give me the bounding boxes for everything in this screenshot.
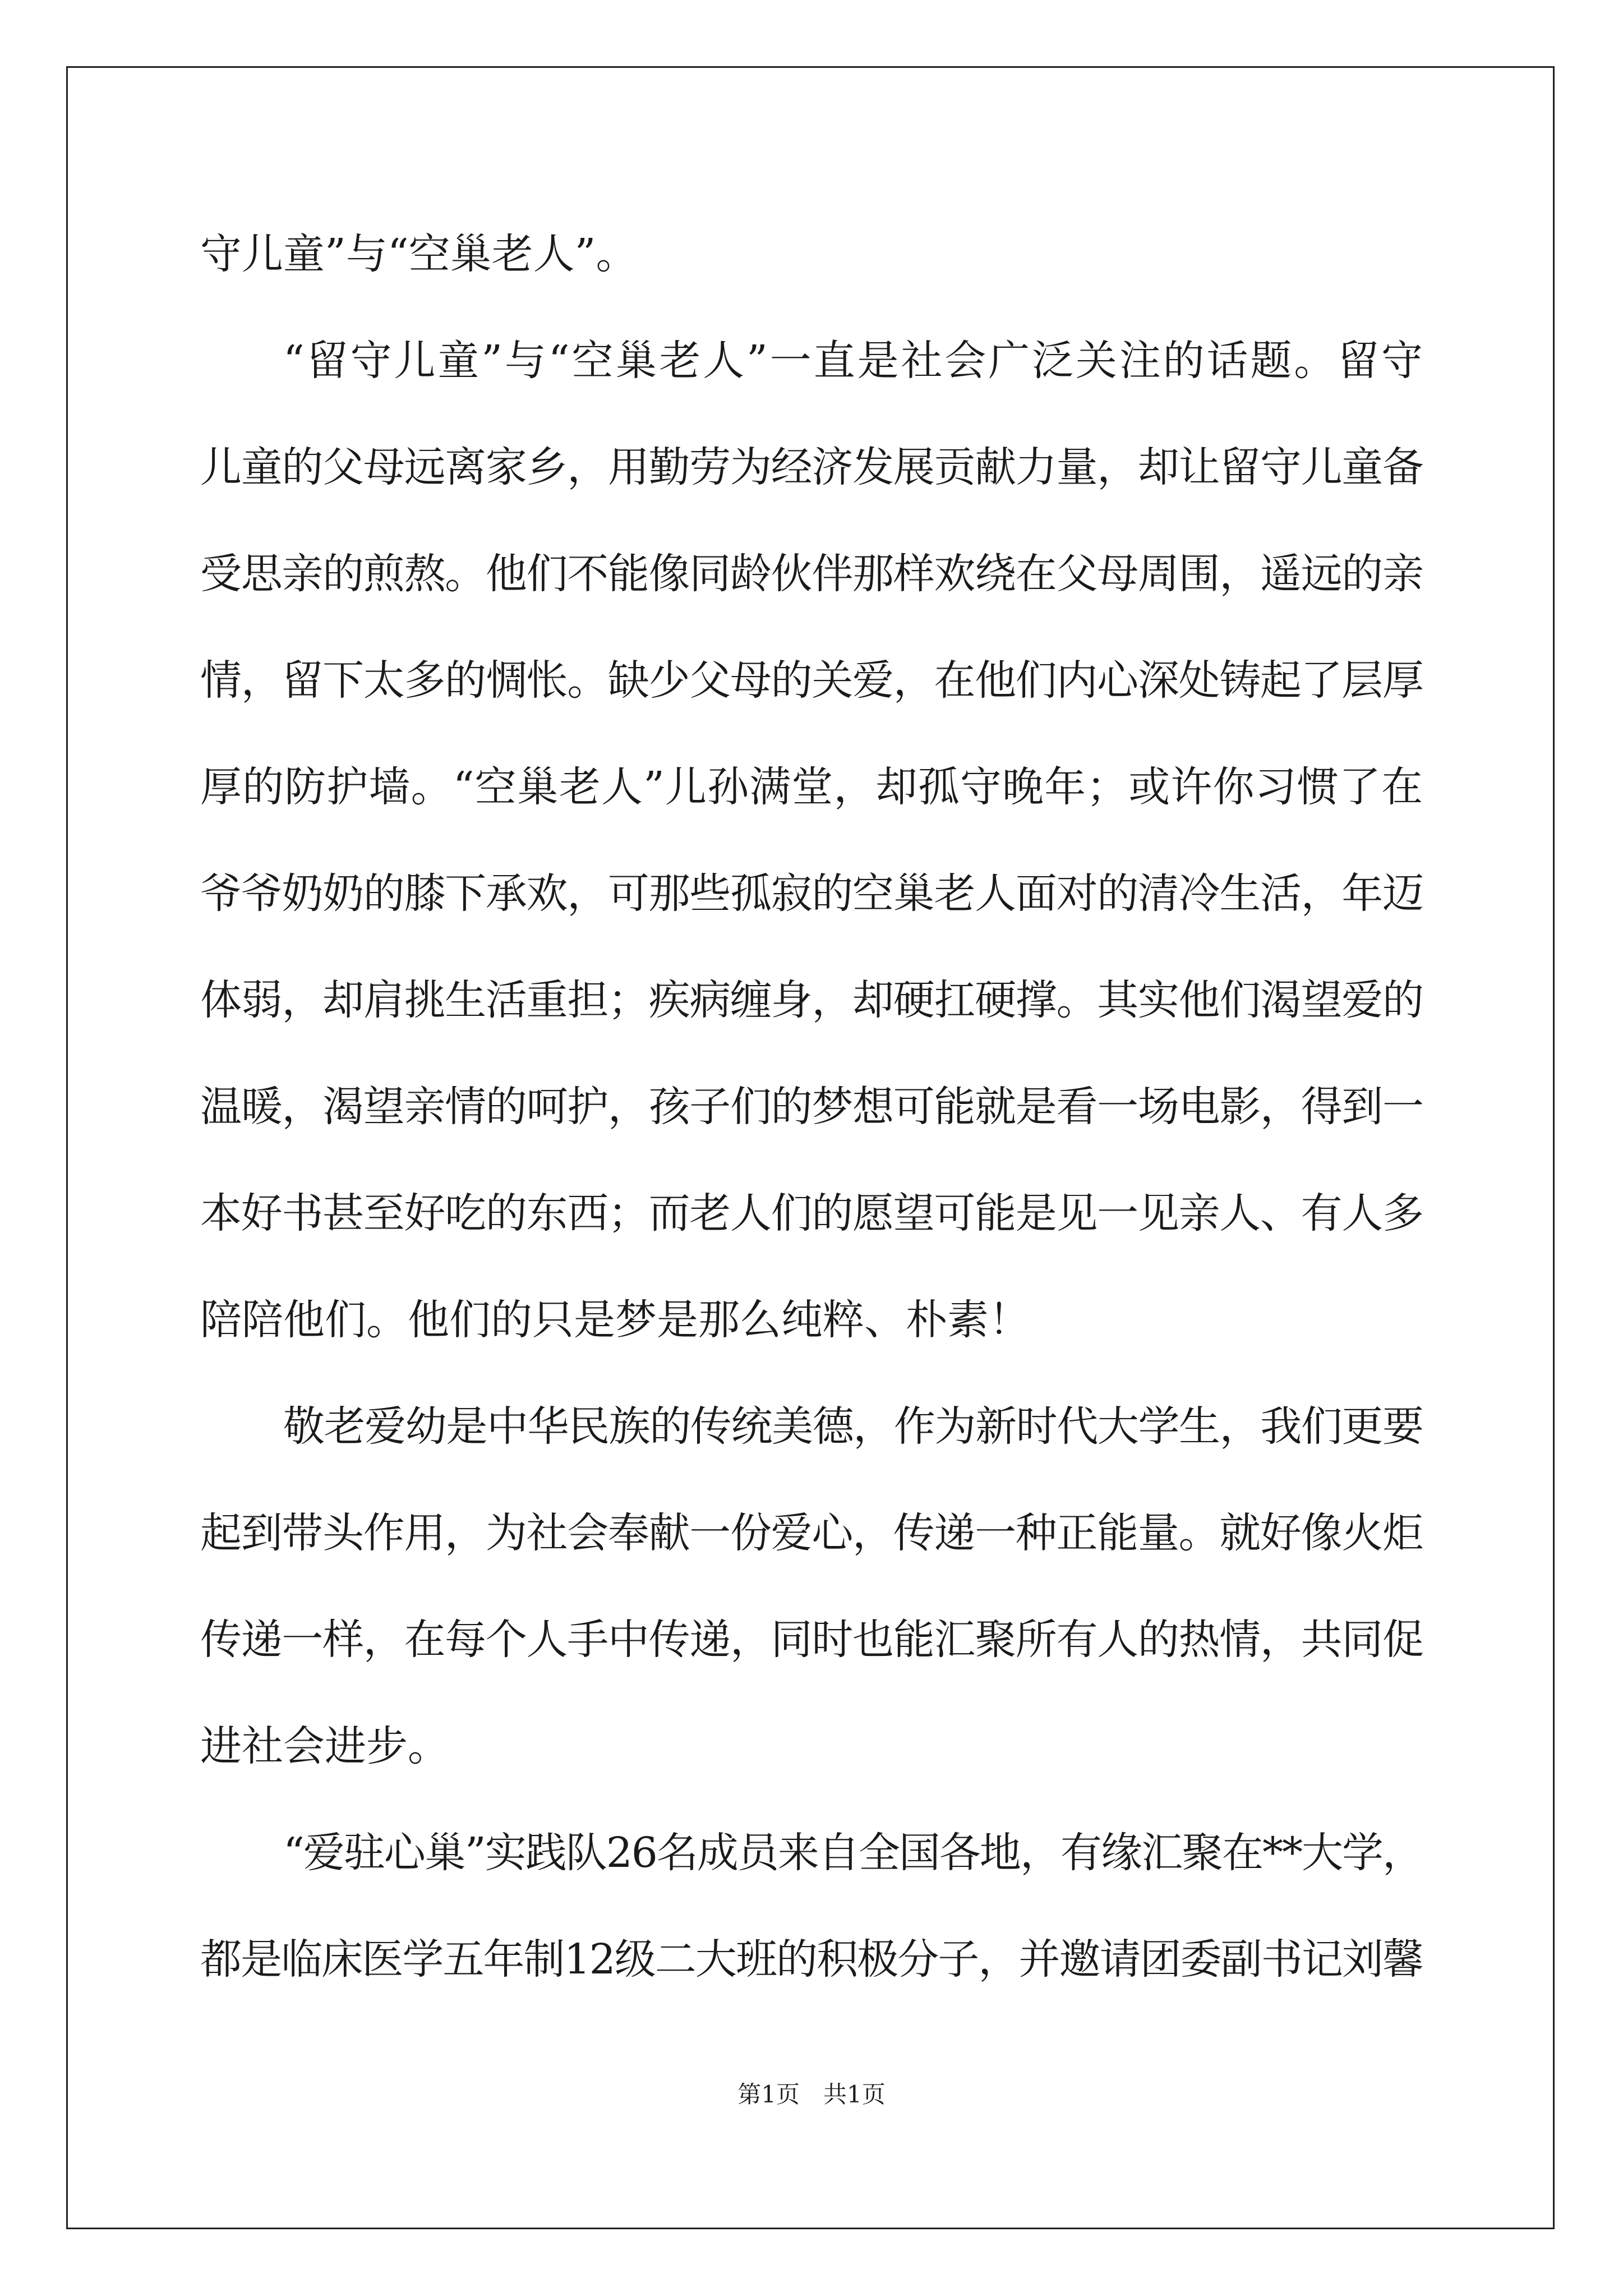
text-line-1: 守儿童”与“空巢老人”。 — [200, 230, 638, 278]
text-line-10: 本好书甚至好吃的东西；而老人们的愿望可能是见一见亲人、有人多 — [200, 1189, 1423, 1237]
text-line-2: “留守儿童”与“空巢老人”一直是社会广泛关注的话题。留守 — [283, 337, 1423, 385]
text-line-3: 儿童的父母远离家乡，用勤劳为经济发展贡献力量，却让留守儿童备 — [200, 443, 1423, 491]
text-line-8: 体弱，却肩挑生活重担；疾病缠身，却硬扛硬撑。其实他们渴望爱的 — [200, 976, 1423, 1024]
page-number-footer: 第1页 共1页 — [737, 2081, 886, 2108]
text-line-7: 爷爷奶奶的膝下承欢，可那些孤寂的空巢老人面对的清冷生活，年迈 — [200, 869, 1423, 918]
text-line-14: 传递一样，在每个人手中传递，同时也能汇聚所有人的热情，共同促 — [200, 1616, 1423, 1664]
text-line-4: 受思亲的煎熬。他们不能像同龄伙伴那样欢绕在父母周围，遥远的亲 — [200, 550, 1423, 598]
text-line-13: 起到带头作用，为社会奉献一份爱心，传递一种正能量。就好像火炬 — [200, 1509, 1423, 1557]
text-line-12: 敬老爱幼是中华民族的传统美德，作为新时代大学生，我们更要 — [283, 1402, 1423, 1451]
text-line-5: 情，留下太多的惆怅。缺少父母的关爱，在他们内心深处铸起了层厚 — [200, 656, 1423, 705]
text-line-6: 厚的防护墙。“空巢老人”儿孙满堂，却孤守晚年；或许你习惯了在 — [200, 763, 1423, 811]
text-line-15: 进社会进步。 — [200, 1722, 449, 1770]
document-body — [200, 201, 1423, 2013]
text-line-9: 温暖，渴望亲情的呵护，孩子们的梦想可能就是看一场电影，得到一 — [200, 1083, 1423, 1131]
text-line-16: “爱驻心巢”实践队26名成员来自全国各地，有缘汇聚在**大学， — [283, 1829, 1423, 1877]
text-line-17: 都是临床医学五年制12级二大班的积极分子，并邀请团委副书记刘馨 — [200, 1935, 1423, 1984]
text-line-11: 陪陪他们。他们的只是梦是那么纯粹、朴素！ — [200, 1296, 1030, 1344]
